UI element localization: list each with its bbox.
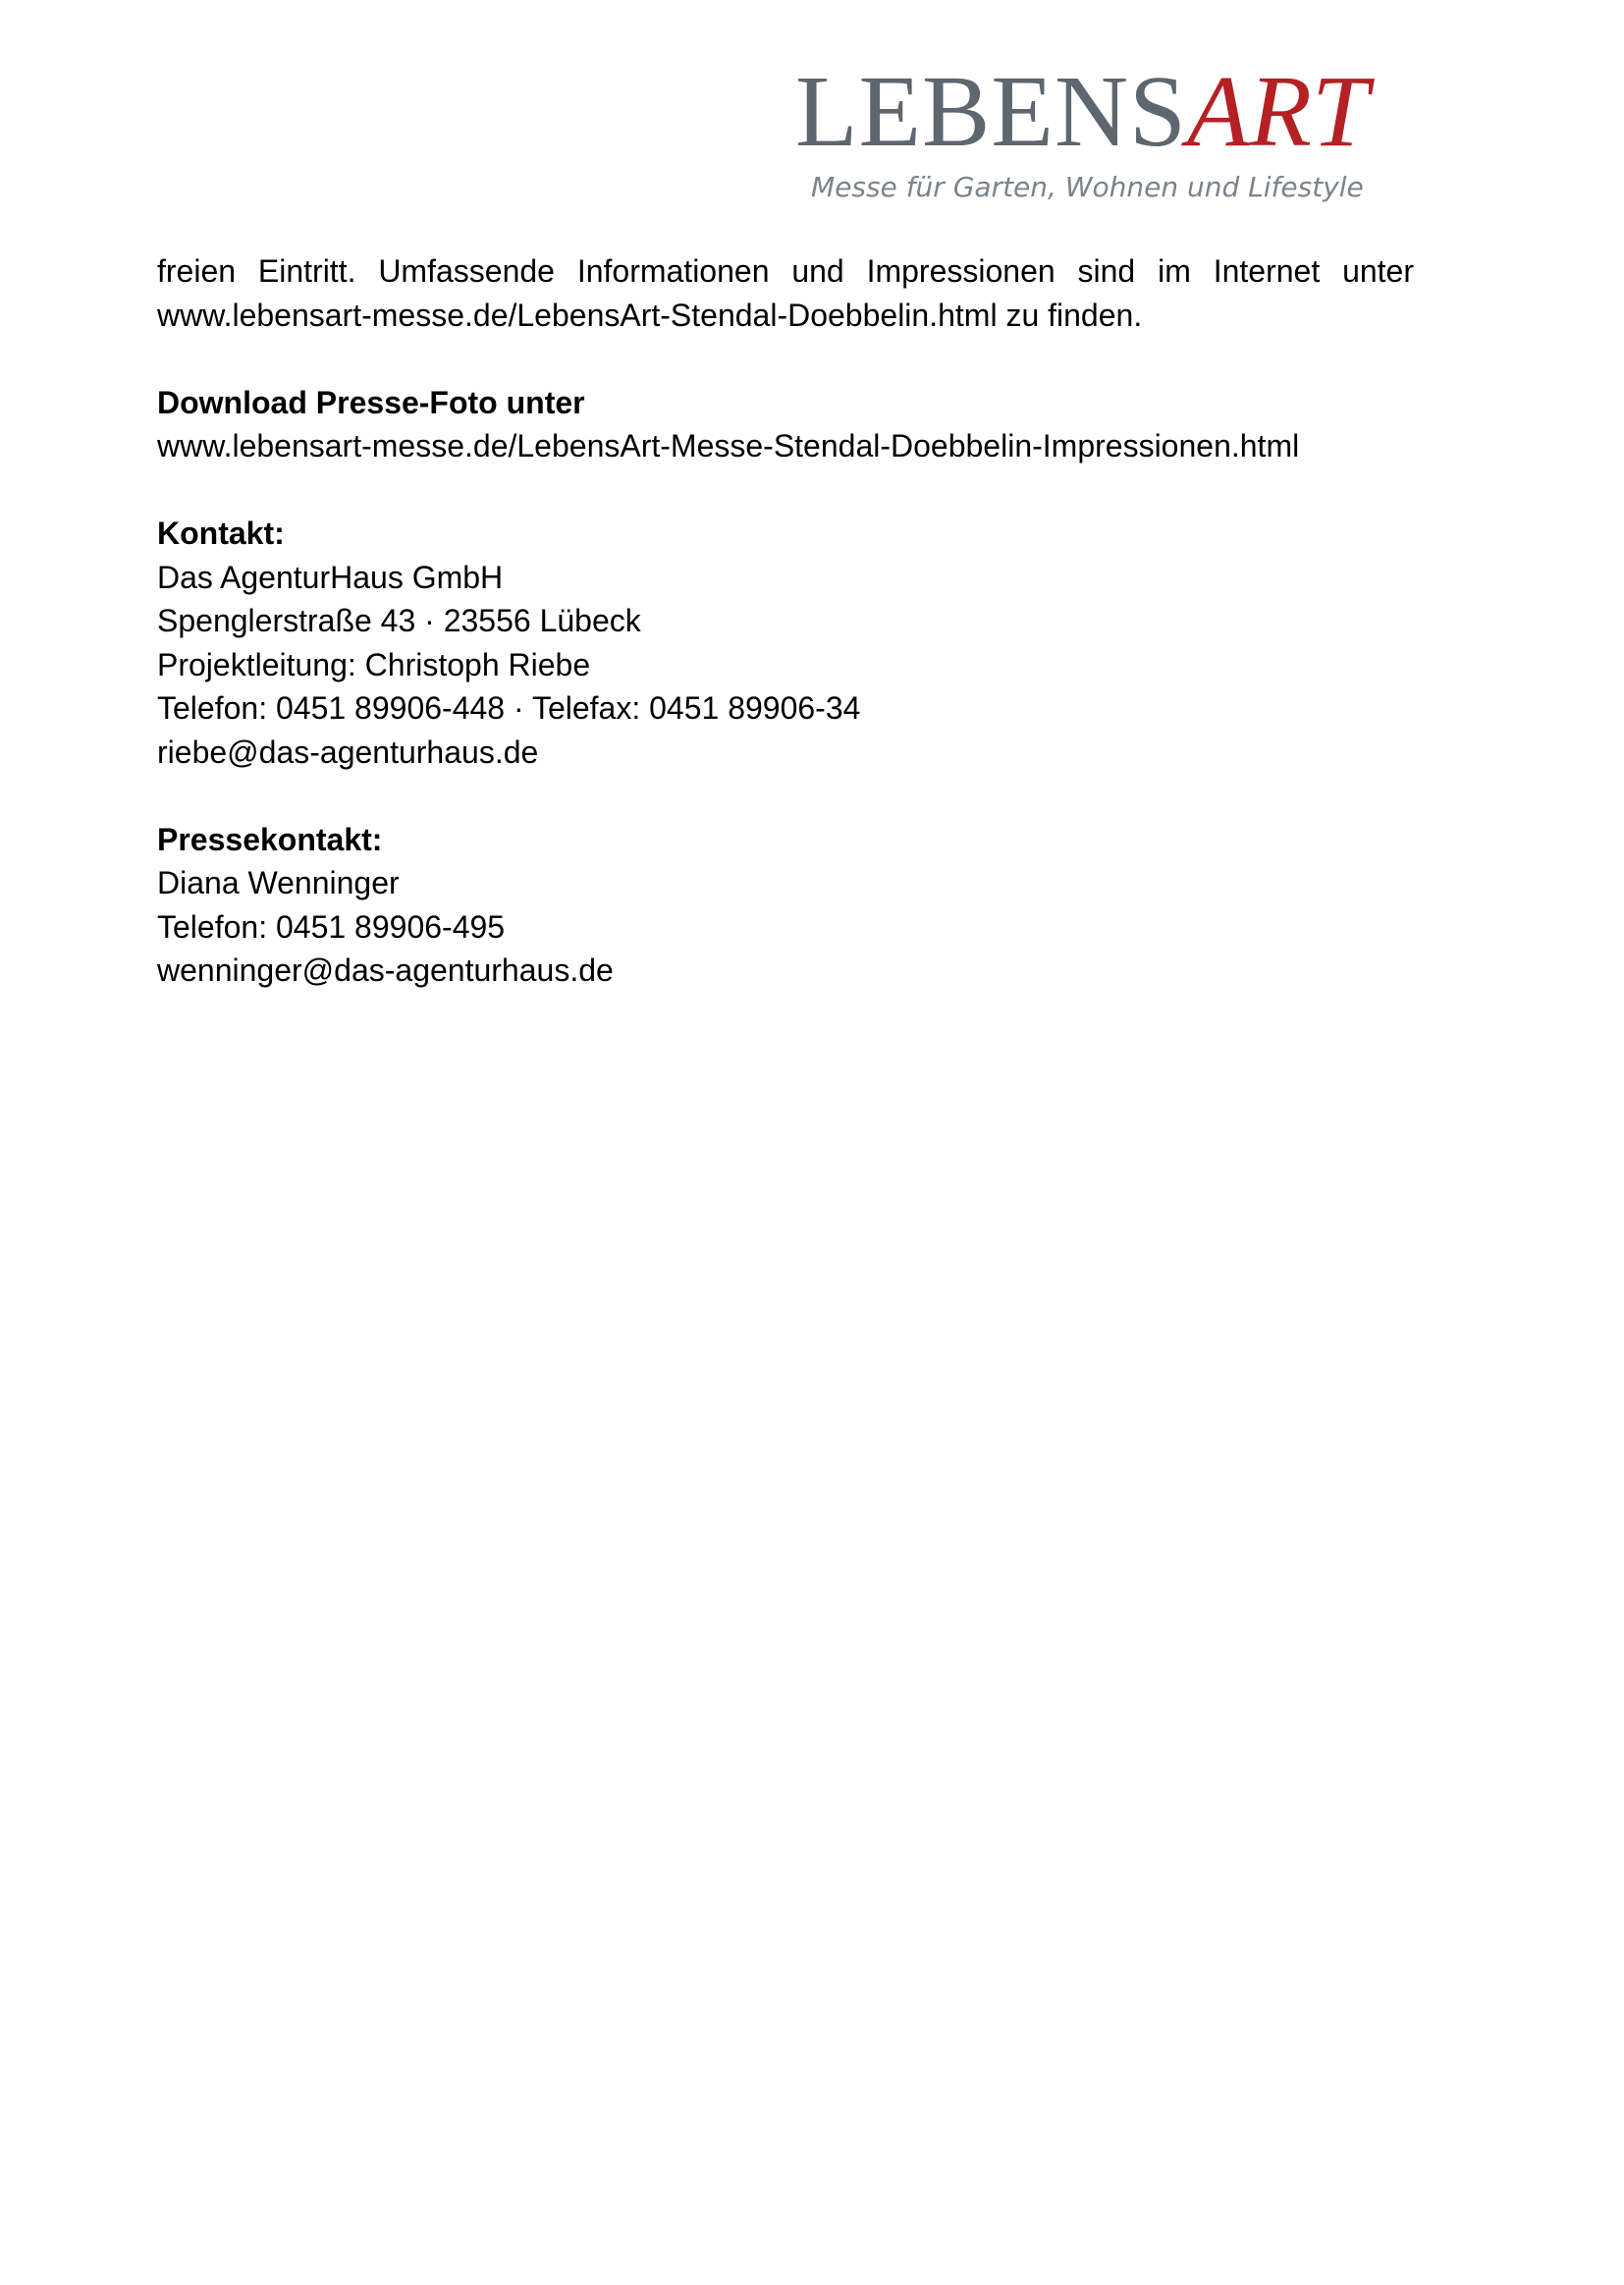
logo-tagline: Messe für Garten, Wohnen und Lifestyle: [811, 171, 1364, 203]
logo-wordmark-accent: ART: [1186, 55, 1369, 168]
paragraph-spacer: [157, 468, 1414, 513]
kontakt-address: Spenglerstraße 43 · 23556 Lübeck: [157, 603, 641, 638]
download-url-link[interactable]: www.lebensart-messe.de/LebensArt-Messe-Stendal-Doebbelin-Impressionen.html: [157, 428, 1300, 463]
kontakt-company: Das AgenturHaus GmbH: [157, 559, 504, 595]
kontakt-email-link[interactable]: riebe@das-agenturhaus.de: [157, 734, 539, 770]
paragraph-spacer: [157, 774, 1414, 818]
intro-line-1: freien Eintritt. Umfassende Informationen und Impressionen sind im Internet unter: [157, 253, 1414, 289]
logo-wordmark-main: LEBENS: [795, 55, 1187, 168]
pressekontakt-heading: Pressekontakt:: [157, 821, 383, 857]
download-heading: Download Presse-Foto unter: [157, 384, 585, 420]
logo-wordmark: [795, 55, 1369, 168]
lebensart-logo: [795, 55, 1394, 210]
kontakt-project-lead: Projektleitung: Christoph Riebe: [157, 646, 591, 682]
document-body: [157, 249, 1414, 993]
pressekontakt-phone: Telefon: 0451 89906-495: [157, 908, 506, 945]
kontakt-phone: Telefon: 0451 89906-448 · Telefax: 0451 89906-34: [157, 690, 861, 726]
intro-line-2: www.lebensart-messe.de/LebensArt-Stendal-Doebbelin.html zu finden.: [157, 297, 1143, 333]
pressekontakt-email-link[interactable]: wenninger@das-agenturhaus.de: [157, 952, 614, 988]
pressekontakt-name: Diana Wenninger: [157, 865, 400, 900]
kontakt-heading: Kontakt:: [157, 516, 285, 551]
paragraph-spacer: [157, 337, 1414, 381]
